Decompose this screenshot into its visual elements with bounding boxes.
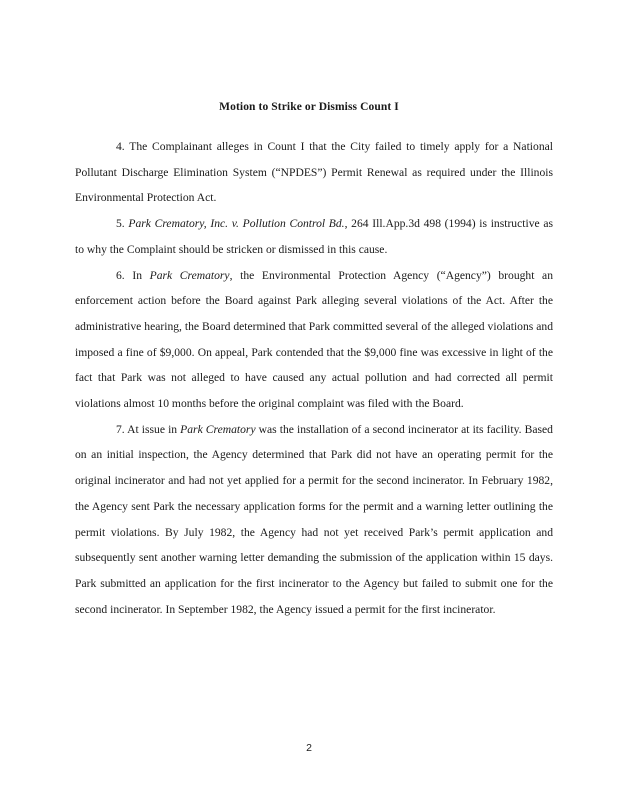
paragraph-text: , 264 Ill.App.3d 498 (1994) is instructive as to why the Complaint should be stricken or dismissed in this cause. (75, 217, 553, 256)
paragraph-text: At issue in (127, 422, 181, 436)
paragraph-text: was the installation of a second incinerator at its facility. Based on an initial inspection, the Agency determined that Park did not have an operating permit for the original incinerator and had not yet applied for a permit for the second incinerator. In February 1982, the Agency sent Park the necessary application forms for the permit and a warning letter outlining the permit violations. By July 1982, the Agency had not yet received Park’s permit application and subsequently sent another warning letter demanding the submission of the application within 15 days. Park submitted an application for the first incinerator to the Agency but failed to submit one for the second incinerator. In September 1982, the Agency issued a permit for the first incinerator. (75, 422, 553, 616)
paragraph-7 (75, 417, 553, 623)
document-body (75, 134, 553, 622)
paragraph-6 (75, 263, 553, 417)
paragraph-4 (75, 134, 553, 211)
paragraph-number: 5. (116, 217, 125, 231)
paragraph-number: 7. (116, 422, 125, 436)
paragraph-text: In (132, 268, 150, 282)
paragraph-text: The Complainant alleges in Count I that the City failed to timely apply for a National Pollutant Discharge Elimination System (“NPDES”) Permit Renewal as required under the Illinois Environmental Protection Act. (75, 140, 553, 205)
case-name: Park Crematory (149, 268, 230, 282)
paragraph-text: , the Environmental Protection Agency (“Agency”) brought an enforcement action before the Board against Park alleging several violations of the Act. After the administrative hearing, the Board determined that Park committed several of the alleged violations and imposed a fine of $9,000. On appeal, Park contended that the $9,000 fine was excessive in light of the fact that Park was not alleged to have caused any actual pollution and had corrected all permit violations almost 10 months before the original complaint was filed with the Board. (75, 268, 553, 411)
case-name: Park Crematory (180, 422, 256, 436)
section-heading: Motion to Strike or Dismiss Count I (219, 101, 399, 113)
paragraph-number: 6. (116, 268, 125, 282)
paragraph-number: 4. (116, 140, 125, 153)
case-citation: Park Crematory, Inc. v. Pollution Control Bd. (128, 217, 345, 231)
page-number: 2 (306, 742, 312, 754)
paragraph-5 (75, 211, 553, 262)
